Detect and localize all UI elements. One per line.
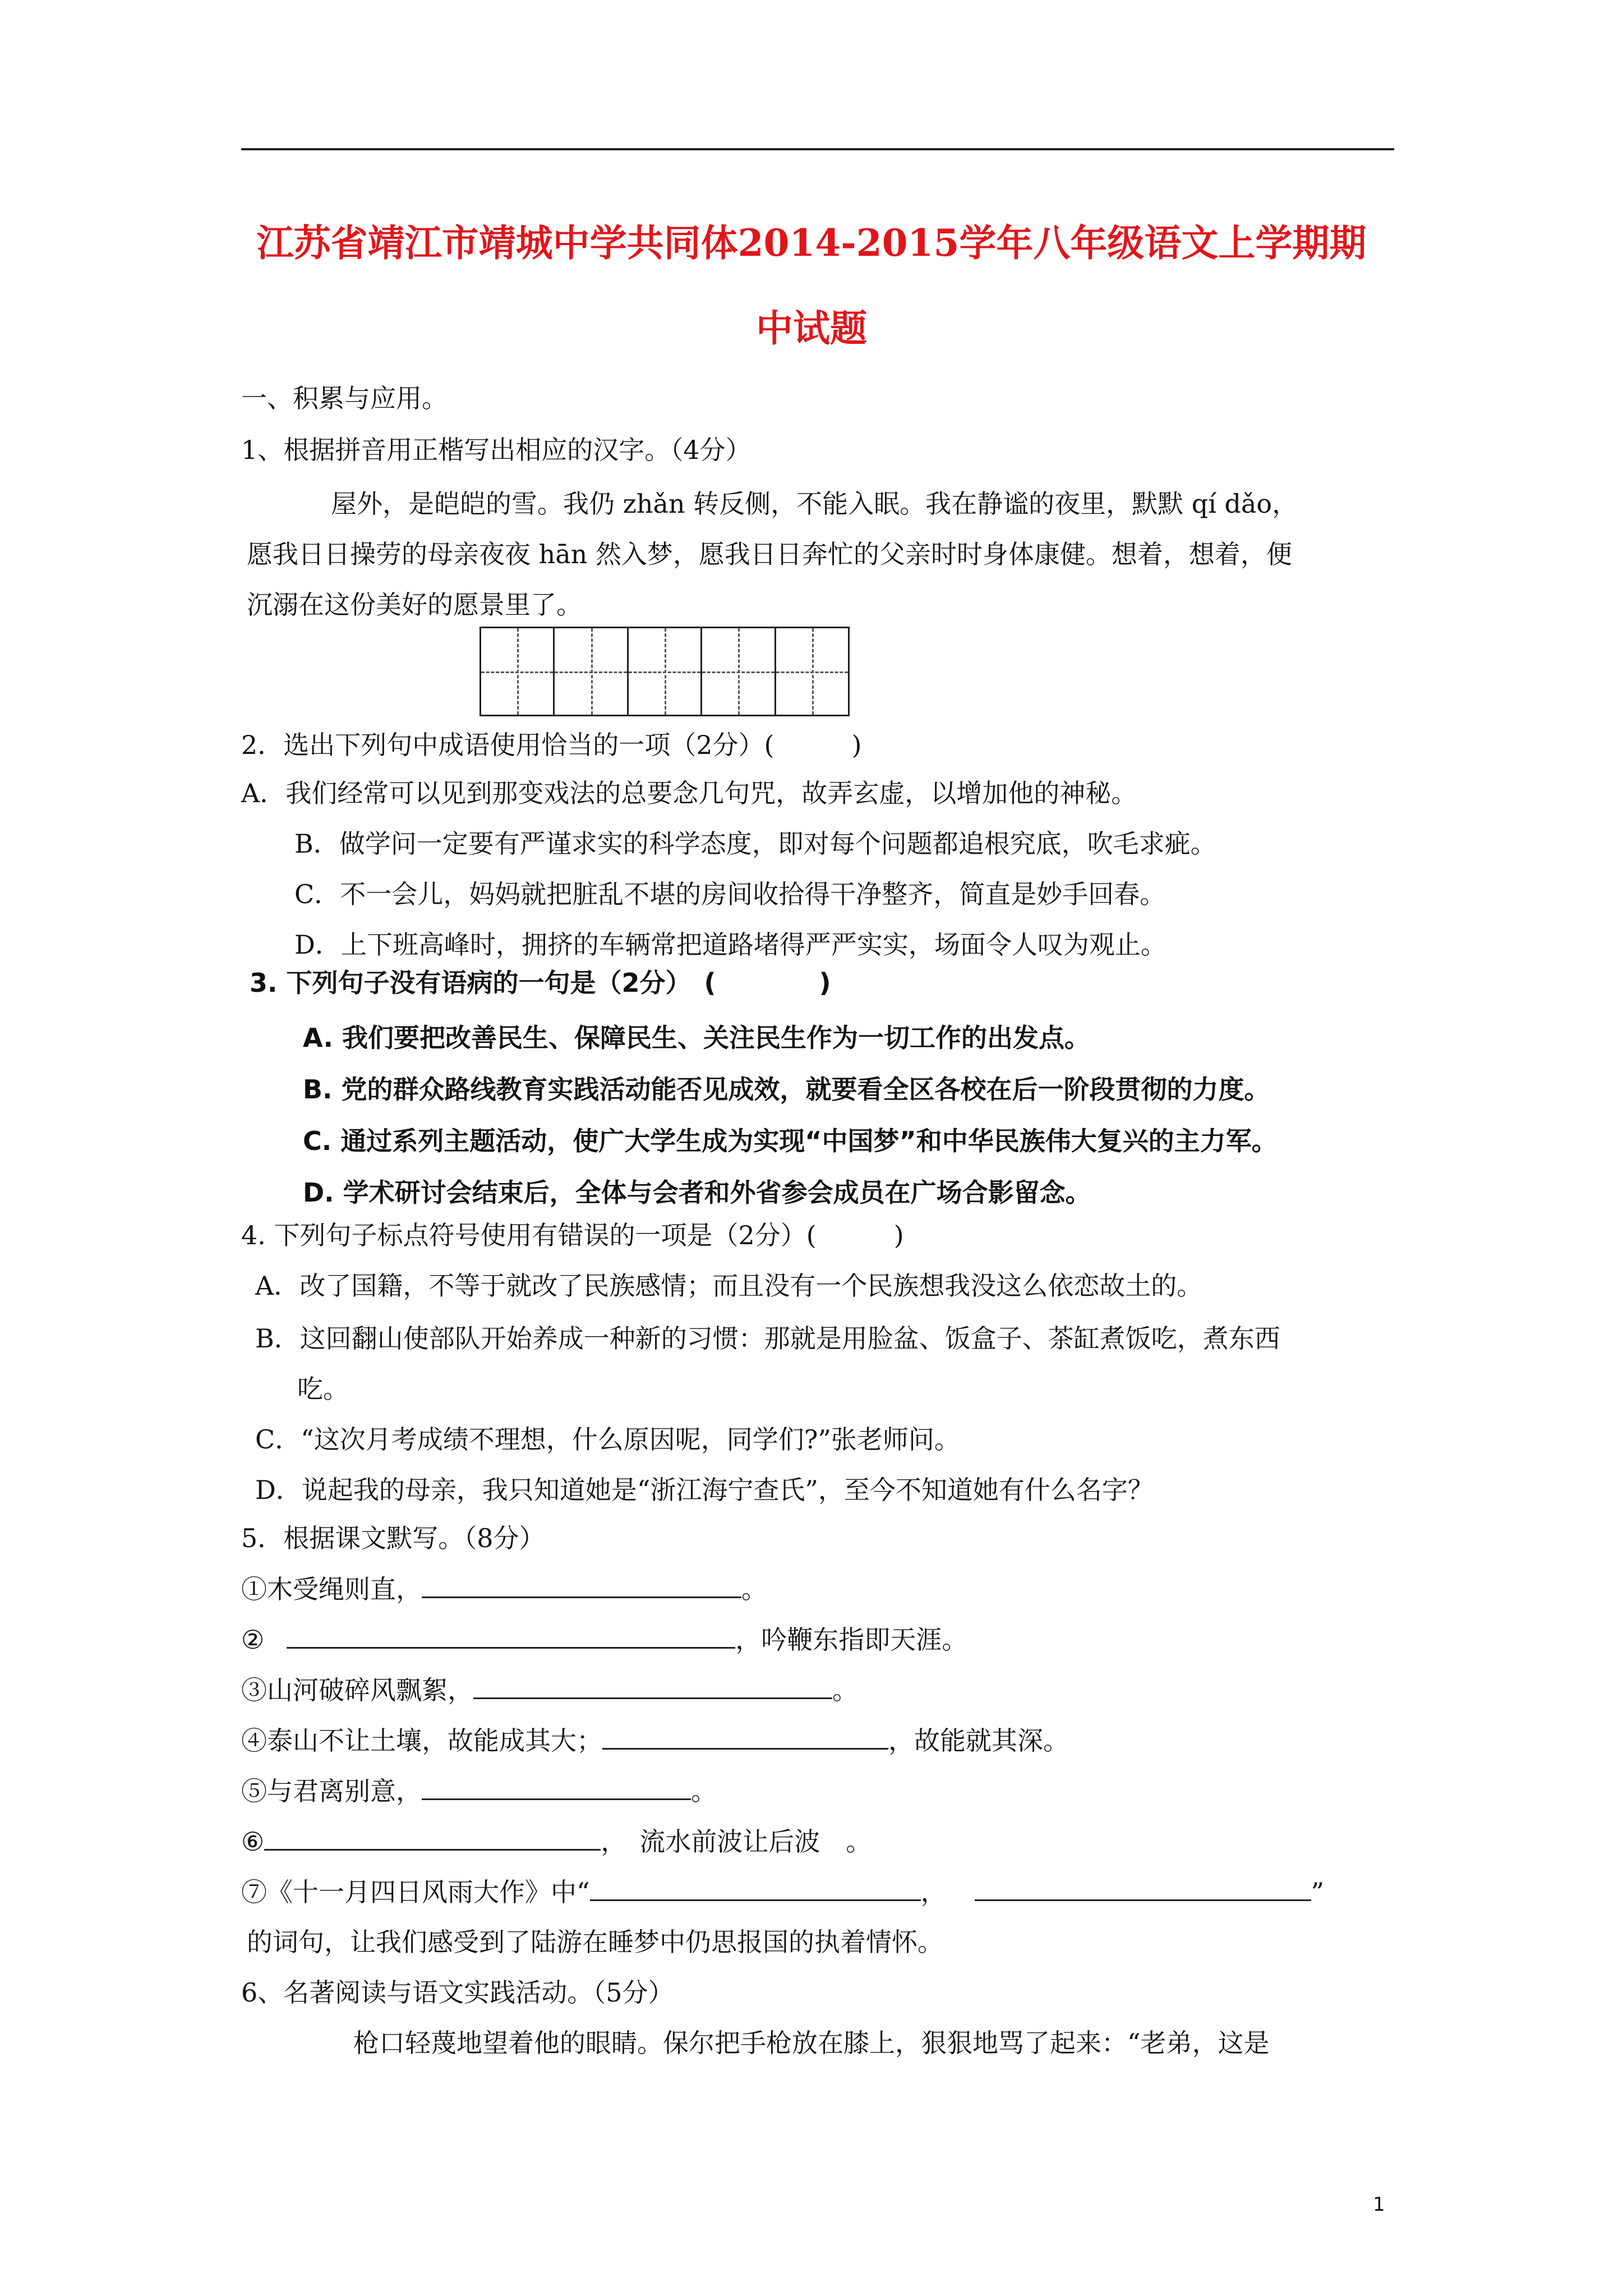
q5-heading: 5．根据课文默写。（8分） bbox=[241, 1523, 545, 1553]
q5-line3-end: 。 bbox=[832, 1675, 858, 1705]
q1-heading: 1、根据拼音用正楷写出相应的汉字。（4分） bbox=[241, 435, 751, 465]
q2-option-a: A．我们经常可以见到那变戏法的总要念几句咒，故弄玄虚，以增加他的神秘。 bbox=[241, 778, 1137, 808]
q5-line7-prompt: ⑦《十一月四日风雨大作》中“ bbox=[241, 1877, 590, 1907]
q5-line7-end: ” bbox=[1311, 1877, 1325, 1907]
q3-option-c: C. 通过系列主题活动，使广大学生成为实现“中国梦”和中华民族伟大复兴的主力军。 bbox=[303, 1126, 1278, 1156]
q5-line4-prompt: ④泰山不让土壤，故能成其大； bbox=[241, 1726, 602, 1756]
grid-cell[interactable] bbox=[627, 628, 700, 715]
q5-line4-end: ，故能就其深。 bbox=[888, 1726, 1069, 1756]
answer-blank-6[interactable] bbox=[264, 1824, 601, 1851]
q4-option-d: D．说起我的母亲，我只知道她是“浙江海宁查氏”，至今不知道她有什么名字？ bbox=[255, 1475, 1154, 1505]
page-number: 1 bbox=[1373, 2193, 1385, 2216]
document-title-line2: 中试题 bbox=[756, 306, 867, 350]
answer-blank-8[interactable] bbox=[975, 1875, 1311, 1901]
q5-line4 bbox=[241, 1723, 1069, 1757]
q4-option-a: A．改了国籍，不等于就改了民族感情；而且没有一个民族想我没这么依恋故土的。 bbox=[255, 1271, 1203, 1301]
q5-line2-prompt: ② bbox=[241, 1625, 265, 1655]
section-heading: 一、积累与应用。 bbox=[241, 383, 448, 413]
q5-line5-prompt: ⑤与君离别意， bbox=[241, 1776, 422, 1806]
q5-line5-end: 。 bbox=[691, 1776, 717, 1806]
q5-line6 bbox=[241, 1824, 872, 1858]
q5-line1 bbox=[241, 1572, 767, 1606]
q4-option-b-line2: 吃。 bbox=[297, 1374, 349, 1404]
answer-blank-4[interactable] bbox=[602, 1723, 888, 1750]
q5-line1-end: 。 bbox=[741, 1574, 767, 1604]
q5-line1-prompt: ①木受绳则直， bbox=[241, 1574, 422, 1604]
q3-option-a: A. 我们要把改善民生、保障民生、关注民生作为一切工作的出发点。 bbox=[303, 1023, 1090, 1053]
q2-option-c: C．不一会儿，妈妈就把脏乱不堪的房间收拾得干净整齐，简直是妙手回春。 bbox=[294, 879, 1166, 909]
q5-line2 bbox=[241, 1622, 967, 1657]
q5-line6-prompt: ⑥ bbox=[241, 1826, 265, 1857]
q4-heading: 4. 下列句子标点符号使用有错误的一项是（2分）( ) bbox=[241, 1220, 904, 1250]
header-rule bbox=[241, 148, 1394, 150]
document-title-line1: 江苏省靖江市靖城中学共同体2014-2015学年八年级语文上学期期 bbox=[256, 221, 1367, 265]
answer-blank-7[interactable] bbox=[590, 1875, 921, 1901]
q6-heading: 6、名著阅读与语文实践活动。（5分） bbox=[241, 1977, 674, 2008]
q5-line8: 的词句，让我们感受到了陆游在睡梦中仍思报国的执着情怀。 bbox=[247, 1927, 943, 1957]
q5-line3 bbox=[241, 1673, 858, 1707]
answer-blank-5[interactable] bbox=[422, 1774, 691, 1800]
answer-blank-3[interactable] bbox=[473, 1673, 832, 1699]
q5-line7 bbox=[241, 1875, 1324, 1909]
q2-option-d: D．上下班高峰时，拥挤的车辆常把道路堵得严严实实，场面令人叹为观止。 bbox=[294, 930, 1166, 960]
q5-line2-end: ，吟鞭东指即天涯。 bbox=[735, 1625, 968, 1655]
q1-paragraph-line2: 愿我日日操劳的母亲夜夜 hān 然入梦，愿我日日奔忙的父亲时时身体康健。想着，想着，便 bbox=[247, 539, 1292, 569]
grid-cell[interactable] bbox=[481, 628, 553, 715]
q5-line7-sep: ， bbox=[920, 1877, 947, 1907]
q1-paragraph-line1: 屋外，是皑皑的雪。我仍 zhǎn 转反侧，不能入眠。我在静谧的夜里，默默 qí dǎo， bbox=[331, 489, 1298, 519]
q1-paragraph-line3: 沉溺在这份美好的愿景里了。 bbox=[247, 590, 582, 620]
q5-line5 bbox=[241, 1774, 717, 1808]
q5-line6-end: ， 流水前波让后波 。 bbox=[601, 1826, 872, 1857]
grid-cell[interactable] bbox=[774, 628, 848, 715]
q2-option-b: B．做学问一定要有严谨求实的科学态度，即对每个问题都追根究底，吹毛求疵。 bbox=[294, 829, 1216, 859]
q3-option-d: D. 学术研讨会结束后，全体与会者和外省参会成员在广场合影留念。 bbox=[303, 1177, 1091, 1208]
q3-heading: 3. 下列句子没有语病的一句是（2分） ( ) bbox=[250, 968, 831, 998]
answer-blank-2[interactable] bbox=[287, 1622, 735, 1649]
q3-option-b: B. 党的群众路线教育实践活动能否见成效，就要看全区各校在后一阶段贯彻的力度。 bbox=[303, 1074, 1270, 1105]
q5-line3-prompt: ③山河破碎风飘絮， bbox=[241, 1675, 473, 1705]
q4-option-b-line1: B．这回翻山使部队开始养成一种新的习惯：那就是用脸盆、饭盒子、茶缸煮饭吃，煮东西 bbox=[255, 1323, 1280, 1354]
answer-blank-1[interactable] bbox=[422, 1572, 741, 1598]
q4-option-c: C．“这次月考成绩不理想，什么原因呢，同学们?”张老师问。 bbox=[255, 1424, 960, 1455]
q6-paragraph-line1: 枪口轻蔑地望着他的眼睛。保尔把手枪放在膝上，狠狠地骂了起来：“老弟，这是 bbox=[353, 2028, 1270, 2058]
grid-cell[interactable] bbox=[700, 628, 774, 715]
q2-heading: 2．选出下列句中成语使用恰当的一项（2分）( ) bbox=[241, 730, 862, 760]
grid-cell[interactable] bbox=[553, 628, 626, 715]
writing-grid bbox=[479, 627, 850, 716]
